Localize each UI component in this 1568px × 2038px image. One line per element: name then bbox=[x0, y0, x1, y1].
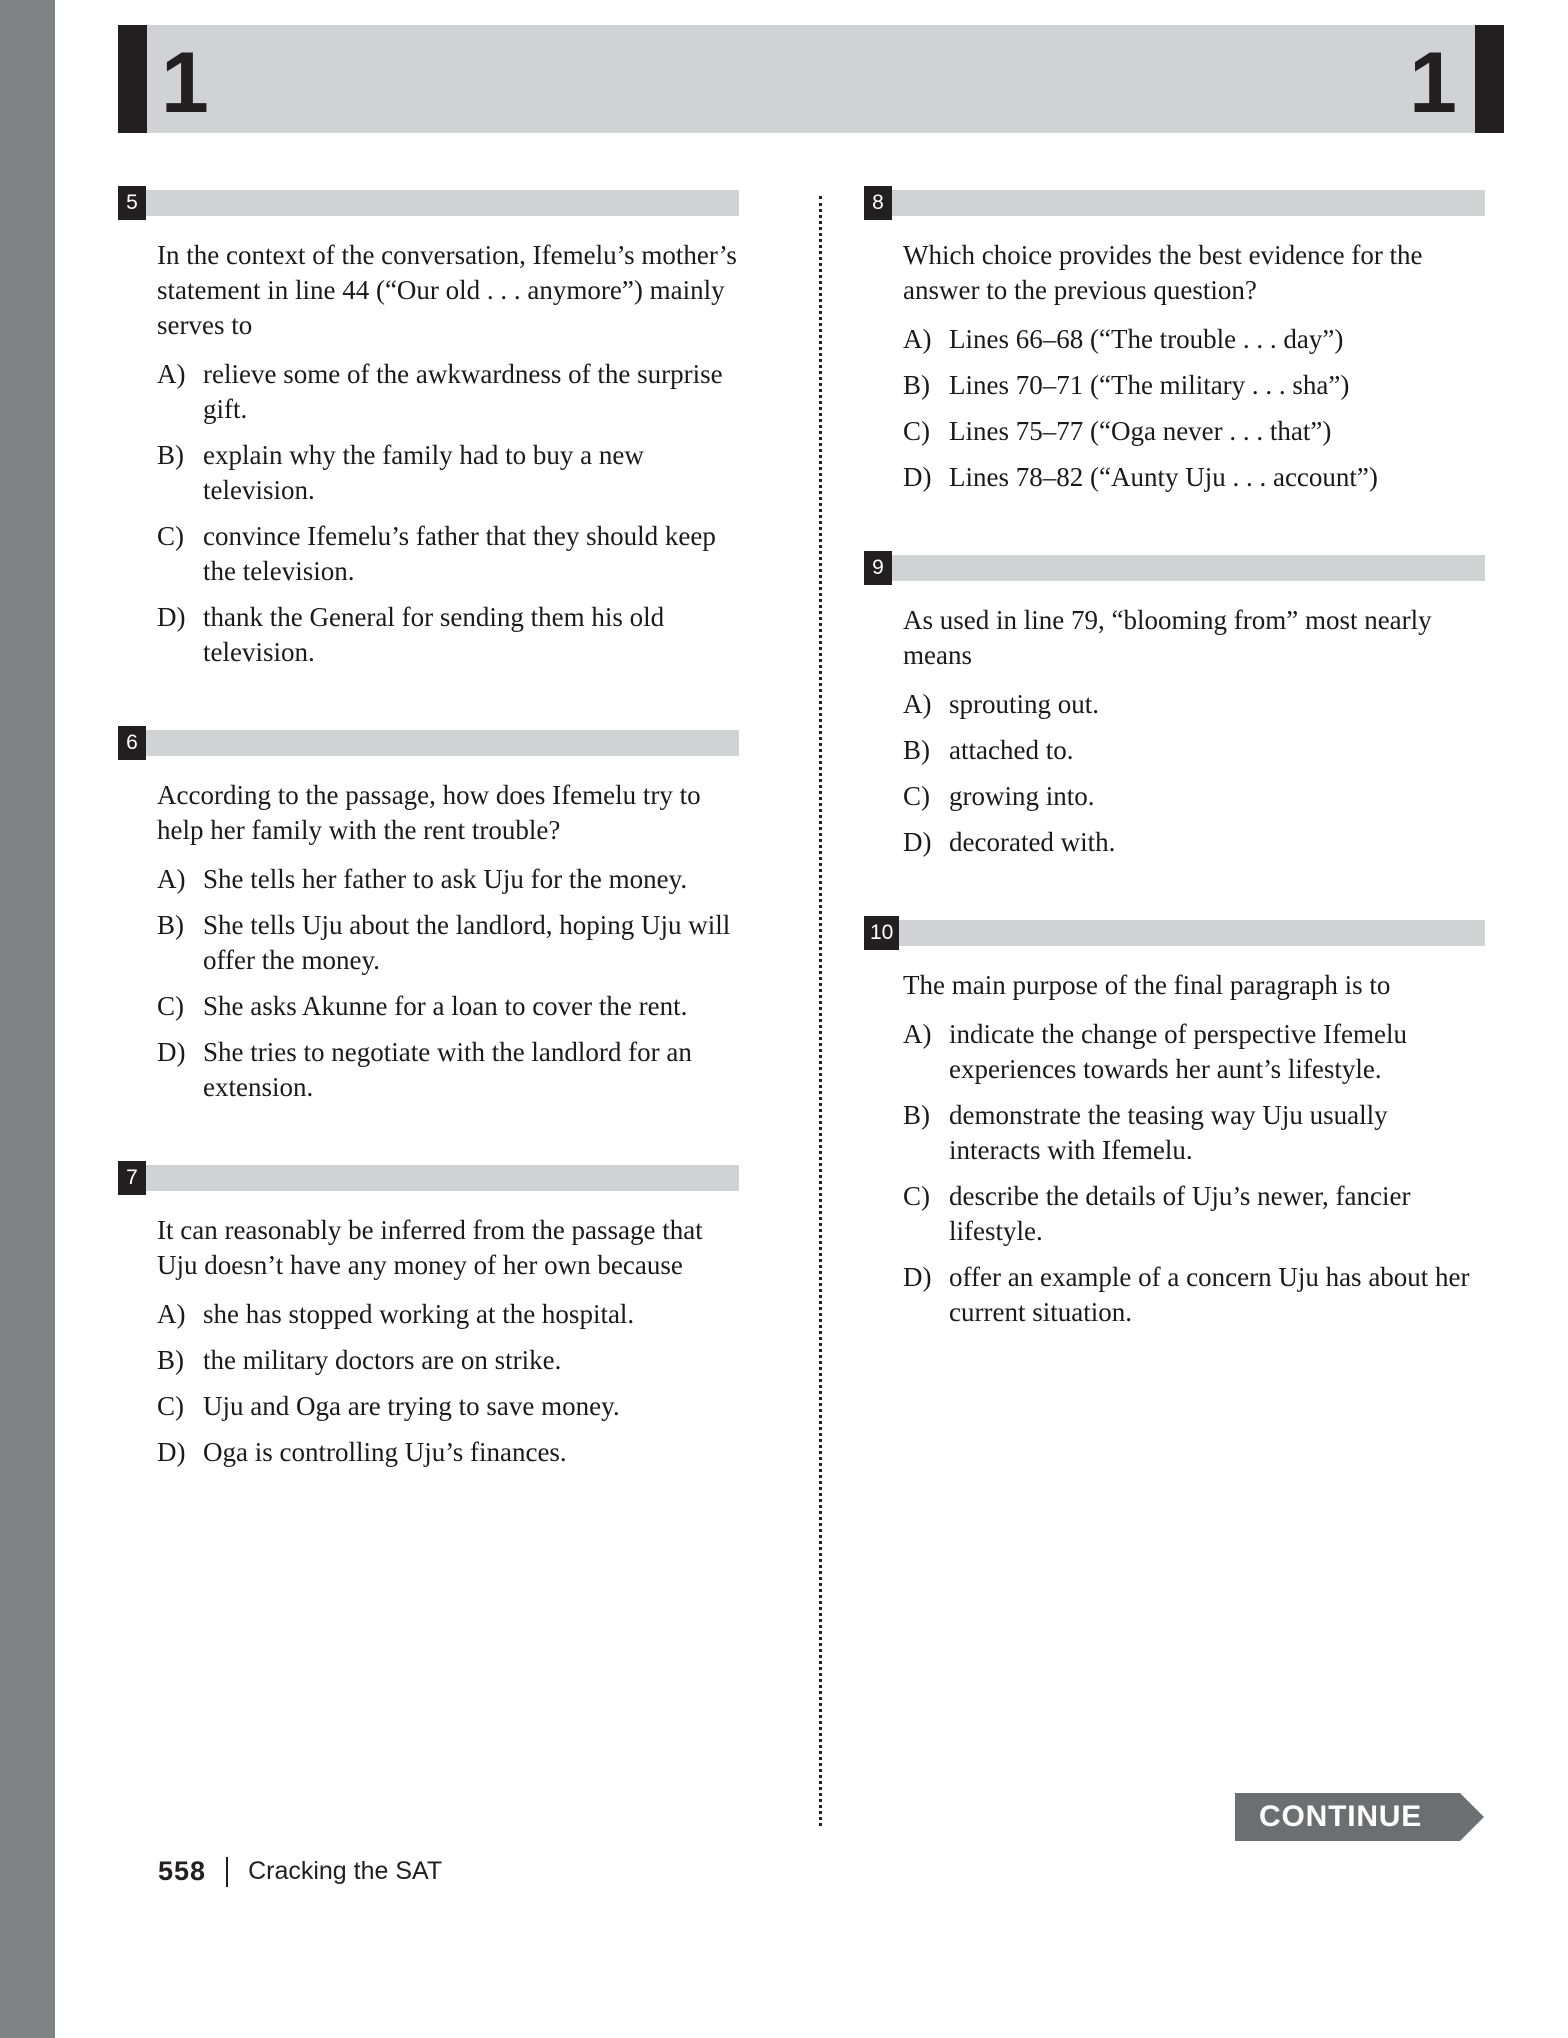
answer-choice-text: relieve some of the awkwardness of the surprise gift. bbox=[203, 359, 723, 424]
answer-choice-letter: D) bbox=[157, 602, 186, 632]
answer-choice[interactable] bbox=[157, 989, 739, 1024]
question-stem: It can reasonably be inferred from the passage that Uju doesn’t have any money of her own because bbox=[157, 1215, 703, 1280]
continue-arrow-icon bbox=[1444, 1793, 1484, 1841]
answer-choice-letter: A) bbox=[903, 1019, 932, 1049]
answer-choice-letter: B) bbox=[903, 735, 930, 765]
question-number-badge: 9 bbox=[864, 551, 892, 585]
answer-choice[interactable] bbox=[903, 368, 1485, 403]
footer-page-number: 558 bbox=[158, 1856, 207, 1886]
left-question-column bbox=[121, 190, 739, 1481]
question-stem: According to the passage, how does Ifemelu try to help her family with the rent trouble? bbox=[157, 780, 701, 845]
answer-choice[interactable] bbox=[903, 1260, 1485, 1330]
answer-choice-letter: A) bbox=[903, 324, 932, 354]
answer-choice-text: attached to. bbox=[949, 735, 1074, 765]
answer-choice-text: sprouting out. bbox=[949, 689, 1100, 719]
answer-choice[interactable] bbox=[903, 460, 1485, 495]
question-header-bar bbox=[867, 555, 1485, 581]
answer-choice[interactable] bbox=[157, 600, 739, 670]
section-header bbox=[121, 25, 1499, 133]
section-number-right: 1 bbox=[1409, 35, 1457, 131]
continue-label: CONTINUE bbox=[1235, 1793, 1444, 1841]
answer-choice-text: Uju and Oga are trying to save money. bbox=[203, 1391, 620, 1421]
answer-choice[interactable] bbox=[157, 862, 739, 897]
footer-divider bbox=[226, 1857, 228, 1887]
footer-book-title: Cracking the SAT bbox=[248, 1857, 443, 1885]
answer-choice-letter: D) bbox=[157, 1437, 186, 1467]
right-question-column bbox=[867, 190, 1485, 1341]
answer-choice[interactable] bbox=[903, 322, 1485, 357]
answer-choice-text: Lines 75–77 (“Oga never . . . that”) bbox=[949, 416, 1332, 446]
answer-choice-text: Lines 66–68 (“The trouble . . . day”) bbox=[949, 324, 1344, 354]
answer-choice-text: She tells her father to ask Uju for the money. bbox=[203, 864, 688, 894]
answer-choice-list bbox=[157, 357, 739, 670]
answer-choice-text: indicate the change of perspective Ifemelu experiences towards her aunt’s lifestyle. bbox=[949, 1019, 1408, 1084]
answer-choice-letter: D) bbox=[157, 1037, 186, 1067]
question-stem: As used in line 79, “blooming from” most nearly means bbox=[903, 605, 1432, 670]
section-header-right-cap bbox=[1475, 25, 1504, 133]
answer-choice-letter: C) bbox=[157, 521, 184, 551]
answer-choice[interactable] bbox=[903, 825, 1485, 860]
answer-choice-letter: A) bbox=[903, 689, 932, 719]
question-block bbox=[121, 190, 739, 670]
continue-banner[interactable] bbox=[1235, 1793, 1484, 1841]
question-block bbox=[867, 555, 1485, 860]
answer-choice[interactable] bbox=[903, 1098, 1485, 1168]
answer-choice-letter: C) bbox=[157, 991, 184, 1021]
question-header-bar bbox=[867, 920, 1485, 946]
answer-choice-text: Lines 70–71 (“The military . . . sha”) bbox=[949, 370, 1350, 400]
column-divider bbox=[819, 196, 822, 1826]
answer-choice-text: describe the details of Uju’s newer, fancier lifestyle. bbox=[949, 1181, 1411, 1246]
question-stem: The main purpose of the final paragraph is to bbox=[903, 970, 1391, 1000]
answer-choice[interactable] bbox=[903, 779, 1485, 814]
answer-choice[interactable] bbox=[157, 1343, 739, 1378]
answer-choice[interactable] bbox=[157, 357, 739, 427]
question-header-bar bbox=[121, 190, 739, 216]
answer-choice[interactable] bbox=[903, 733, 1485, 768]
question-header-bar bbox=[121, 1165, 739, 1191]
answer-choice-text: Oga is controlling Uju’s finances. bbox=[203, 1437, 567, 1467]
question-block bbox=[867, 190, 1485, 495]
answer-choice[interactable] bbox=[157, 438, 739, 508]
answer-choice-letter: B) bbox=[157, 1345, 184, 1375]
question-block bbox=[121, 730, 739, 1105]
answer-choice-text: Lines 78–82 (“Aunty Uju . . . account”) bbox=[949, 462, 1378, 492]
answer-choice[interactable] bbox=[157, 1297, 739, 1332]
answer-choice[interactable] bbox=[157, 1035, 739, 1105]
answer-choice-letter: A) bbox=[157, 864, 186, 894]
answer-choice-letter: A) bbox=[157, 1299, 186, 1329]
question-number-badge: 7 bbox=[118, 1161, 146, 1195]
answer-choice[interactable] bbox=[903, 1017, 1485, 1087]
answer-choice-letter: B) bbox=[157, 910, 184, 940]
answer-choice-text: She tries to negotiate with the landlord for an extension. bbox=[203, 1037, 692, 1102]
answer-choice-letter: C) bbox=[157, 1391, 184, 1421]
answer-choice[interactable] bbox=[157, 1389, 739, 1424]
answer-choice-letter: B) bbox=[903, 370, 930, 400]
answer-choice[interactable] bbox=[903, 687, 1485, 722]
answer-choice-letter: B) bbox=[903, 1100, 930, 1130]
answer-choice-letter: D) bbox=[903, 1262, 932, 1292]
answer-choice-text: decorated with. bbox=[949, 827, 1116, 857]
answer-choice-text: the military doctors are on strike. bbox=[203, 1345, 562, 1375]
question-number-badge: 10 bbox=[864, 916, 899, 950]
answer-choice-text: She asks Akunne for a loan to cover the rent. bbox=[203, 991, 688, 1021]
question-number-badge: 5 bbox=[118, 186, 146, 220]
answer-choice-letter: C) bbox=[903, 416, 930, 446]
answer-choice-list bbox=[903, 322, 1485, 495]
answer-choice[interactable] bbox=[903, 414, 1485, 449]
answer-choice-text: convince Ifemelu’s father that they should keep the television. bbox=[203, 521, 716, 586]
answer-choice-text: thank the General for sending them his old television. bbox=[203, 602, 665, 667]
answer-choice-list bbox=[903, 1017, 1485, 1330]
question-header-bar bbox=[121, 730, 739, 756]
answer-choice[interactable] bbox=[903, 1179, 1485, 1249]
section-header-left-cap bbox=[118, 25, 147, 133]
answer-choice-letter: C) bbox=[903, 781, 930, 811]
question-stem: In the context of the conversation, Ifemelu’s mother’s statement in line 44 (“Our old . . . anymore”) mainly serves to bbox=[157, 240, 737, 340]
answer-choice-letter: B) bbox=[157, 440, 184, 470]
question-number-badge: 8 bbox=[864, 186, 892, 220]
answer-choice-letter: C) bbox=[903, 1181, 930, 1211]
question-block bbox=[867, 920, 1485, 1330]
question-block bbox=[121, 1165, 739, 1470]
page-footer bbox=[158, 1856, 442, 1887]
answer-choice-list bbox=[157, 1297, 739, 1470]
answer-choice-text: She tells Uju about the landlord, hoping Uju will offer the money. bbox=[203, 910, 731, 975]
question-header-bar bbox=[867, 190, 1485, 216]
answer-choice-text: offer an example of a concern Uju has about her current situation. bbox=[949, 1262, 1470, 1327]
question-stem: Which choice provides the best evidence for the answer to the previous question? bbox=[903, 240, 1423, 305]
question-number-badge: 6 bbox=[118, 726, 146, 760]
answer-choice-text: demonstrate the teasing way Uju usually interacts with Ifemelu. bbox=[949, 1100, 1388, 1165]
answer-choice-list bbox=[157, 862, 739, 1105]
section-number-left: 1 bbox=[161, 35, 209, 131]
answer-choice-letter: D) bbox=[903, 462, 932, 492]
page-left-margin-band bbox=[0, 0, 55, 2038]
answer-choice-text: growing into. bbox=[949, 781, 1095, 811]
answer-choice-letter: D) bbox=[903, 827, 932, 857]
section-header-fill bbox=[121, 25, 1499, 133]
answer-choice[interactable] bbox=[157, 1435, 739, 1470]
answer-choice-text: she has stopped working at the hospital. bbox=[203, 1299, 635, 1329]
answer-choice-list bbox=[903, 687, 1485, 860]
answer-choice[interactable] bbox=[157, 519, 739, 589]
answer-choice-text: explain why the family had to buy a new television. bbox=[203, 440, 644, 505]
answer-choice-letter: A) bbox=[157, 359, 186, 389]
answer-choice[interactable] bbox=[157, 908, 739, 978]
page-content bbox=[55, 0, 1568, 2038]
